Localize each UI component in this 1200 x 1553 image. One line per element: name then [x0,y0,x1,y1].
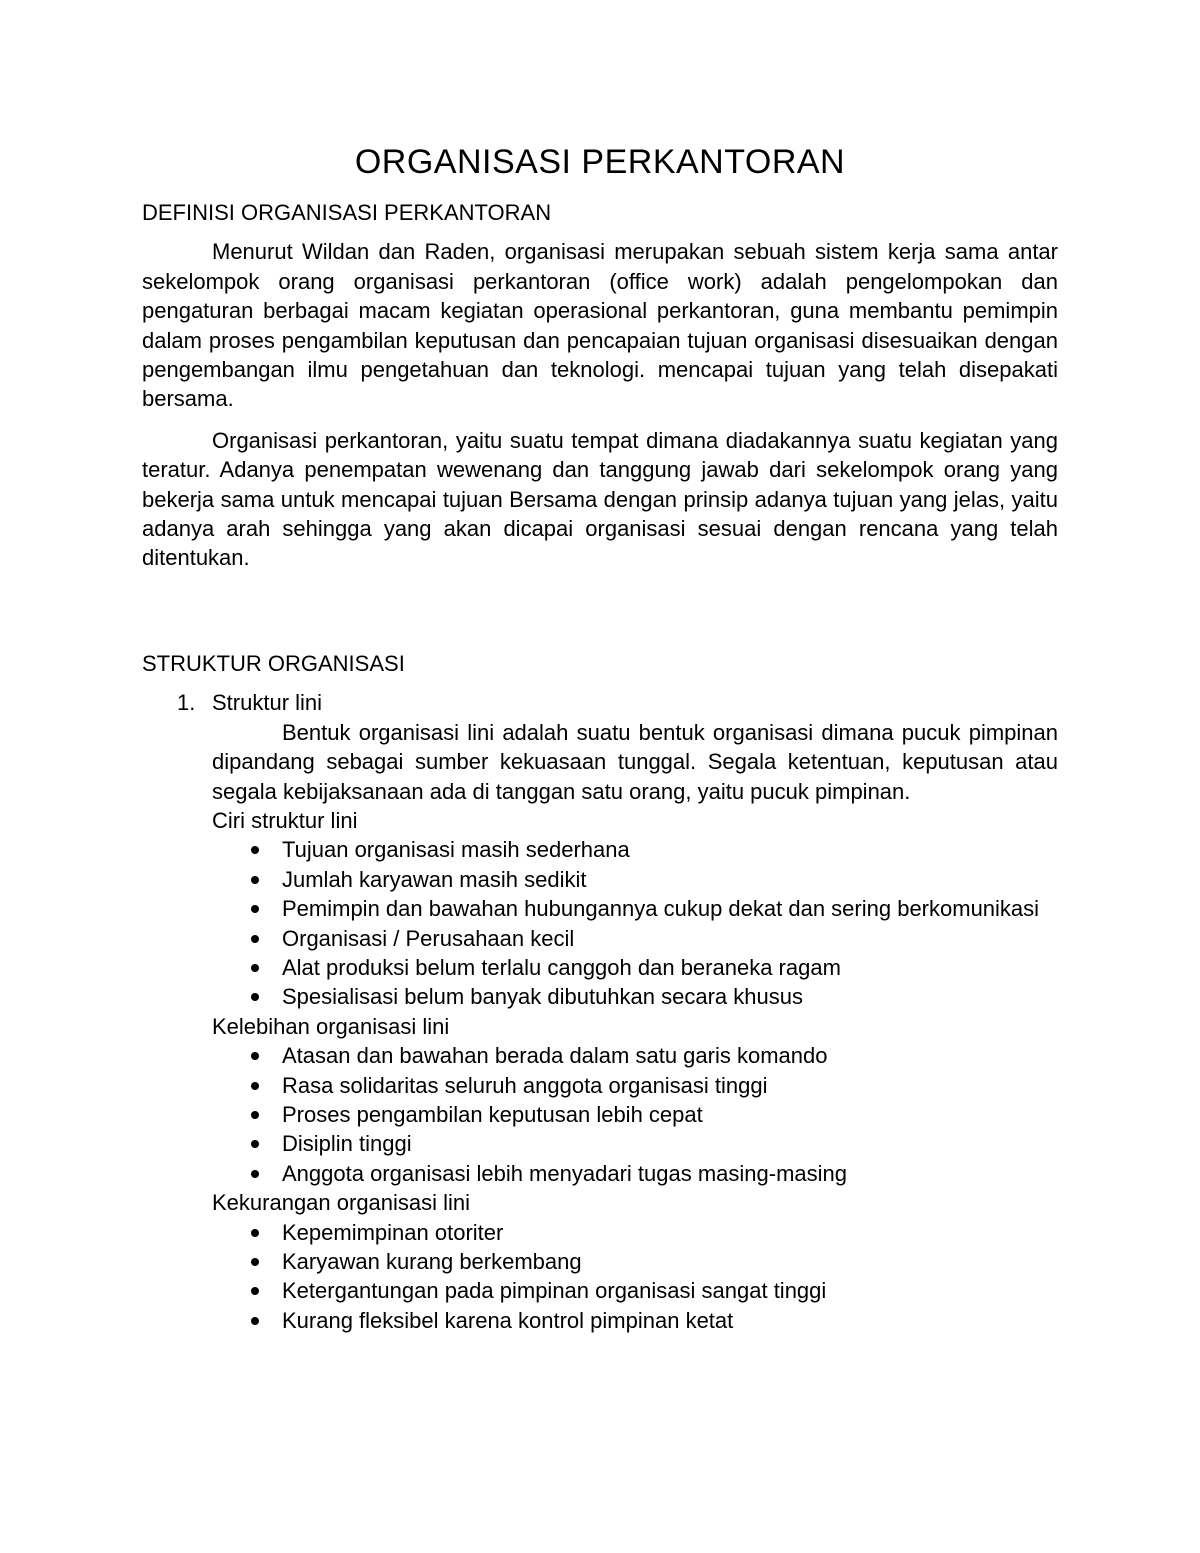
list-item: Kepemimpinan otoriter [212,1218,1058,1247]
bullet-icon [251,1111,259,1119]
list-item: Disiplin tinggi [212,1129,1058,1158]
bullet-icon [251,876,259,884]
list-number: 1. [177,690,196,716]
list-item: Atasan dan bawahan berada dalam satu garis komando [212,1041,1058,1070]
characteristics-list [212,835,1058,1011]
bullet-icon [251,964,259,972]
bullet-icon [251,1140,259,1148]
advantages-list [212,1041,1058,1188]
definition-paragraph-2: Organisasi perkantoran, yaitu suatu tempat dimana diadakannya suatu kegiatan yang teratur. Adanya penempatan wewenang dan tanggung jawab dari sekelompok orang yang bekerja sama untuk mencapai tujuan Bersama dengan prinsip adanya tujuan yang jelas, yaitu adanya arah sehingga yang akan dicapai organisasi sesuai dengan rencana yang telah ditentukan. [142,427,1058,571]
section-spacer [142,573,1058,635]
bullet-icon [251,1258,259,1266]
structure-item-line [142,688,1058,1335]
list-item: Tujuan organisasi masih sederhana [212,835,1058,864]
list-item: Ketergantungan pada pimpinan organisasi sangat tinggi [212,1276,1058,1305]
bullet-icon [251,846,259,854]
list-item: Anggota organisasi lebih menyadari tugas masing-masing [212,1159,1058,1188]
list-item: Jumlah karyawan masih sedikit [212,865,1058,894]
list-item: Pemimpin dan bawahan hubungannya cukup dekat dan sering berkomunikasi [212,894,1058,923]
bullet-icon [251,1229,259,1237]
bullet-icon [251,1082,259,1090]
list-item: Kurang fleksibel karena kontrol pimpinan ketat [212,1306,1058,1335]
bullet-icon [251,1317,259,1325]
list-item: Proses pengambilan keputusan lebih cepat [212,1100,1058,1129]
structure-heading: STRUKTUR ORGANISASI [142,650,405,676]
definition-paragraph-1: Menurut Wildan dan Raden, organisasi merupakan sebuah sistem kerja sama antar sekelompok orang organisasi perkantoran (office work) adalah pengelompokan dan pengaturan berbagai macam kegiatan operasional perkantoran, guna membantu pemimpin dalam proses pengambilan keputusan dan pencapaian tujuan organisasi disesuaikan dengan pengembangan ilmu pengetahuan dan teknologi. mencapai tujuan yang telah disepakati bersama. [142,239,1058,412]
list-item: Spesialisasi belum banyak dibutuhkan secara khusus [212,982,1058,1011]
bullet-icon [251,1170,259,1178]
structure-item-title: Struktur lini [212,690,323,716]
document-title: ORGANISASI PERKANTORAN [354,143,846,181]
structure-list [142,688,1058,1335]
characteristics-title: Ciri struktur lini [212,807,358,833]
document-page [142,140,1058,1335]
bullet-icon [251,1287,259,1295]
disadvantages-title: Kekurangan organisasi lini [212,1190,471,1216]
bullet-icon [251,993,259,1001]
structure-item-description: Bentuk organisasi lini adalah suatu bentuk organisasi dimana pucuk pimpinan dipandang sebagai sumber kekuasaan tunggal. Segala ketentuan, keputusan atau segala kebijaksanaan ada di tanggan satu orang, yaitu pucuk pimpinan. [212,719,1058,804]
bullet-icon [251,905,259,913]
definition-heading: DEFINISI ORGANISASI PERKANTORAN [142,200,552,225]
list-item: Alat produksi belum terlalu canggoh dan beraneka ragam [212,953,1058,982]
list-item: Rasa solidaritas seluruh anggota organisasi tinggi [212,1071,1058,1100]
bullet-icon [251,935,259,943]
list-item: Organisasi / Perusahaan kecil [212,924,1058,953]
disadvantages-list [212,1218,1058,1336]
bullet-icon [251,1052,259,1060]
advantages-title: Kelebihan organisasi lini [212,1013,450,1039]
list-item: Karyawan kurang berkembang [212,1247,1058,1276]
